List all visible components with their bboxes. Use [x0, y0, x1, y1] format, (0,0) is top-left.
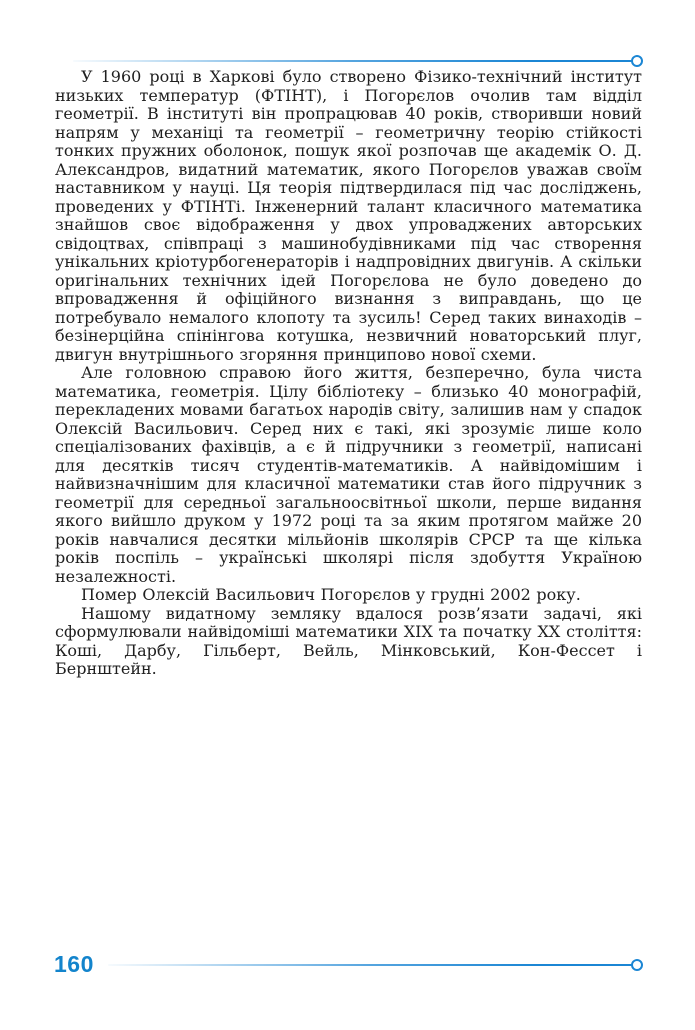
paragraph: Помер Олексій Васильович Погорєлов у грудні 2002 року.	[81, 585, 581, 604]
article-text	[55, 68, 642, 679]
rule-end-circle-icon	[631, 55, 643, 67]
bottom-rule	[108, 959, 643, 971]
paragraph: У 1960 році в Харкові було створено Фізико-технічний інститут низьких температур (ФТІНТ), і Погорєлов очолив там відділ геометрії. В інституті він пропрацював 40 років, створивши новий напрям у механіці та геометрії – геометричну теорію стійкості тонких пружних оболонок, пошук якої розпочав ще академік О. Д. Александров, видатний математик, якого Погорєлов уважав своїм наставником у науці. Ця теорія підтвердилася під час досліджень, проведених у ФТІНТі. Інженерний талант класичного математика знайшов своє відображення у двох упроваджених авторських свідоцтвах, співпраці з машинобудівниками під час створення унікальних кріотурбогенераторів і надпровідних двигунів. А скільки оригінальних технічних ідей Погорєлова не було доведено до впровадження й офіційного визнання з виправдань, що це потребувало немалого клопоту та зусиль! Серед таких винаходів – безінерційна спінінгова котушка, незвичний новаторський плуг, двигун внутрішнього згоряння принципово нової схеми.	[55, 67, 642, 364]
rule-end-circle-icon	[631, 959, 643, 971]
top-rule-line	[73, 60, 632, 62]
page-number: 160	[54, 951, 94, 977]
paragraph: Нашому видатному земляку вдалося розв’язати задачі, які сформулювали найвідоміші математики XIX та початку XX століття: Коші, Дарбу, Гільберт, Вейль, Мінковський, Кон-Фессет і Бернштейн.	[55, 603, 642, 678]
paragraph: Але головною справою його життя, безперечно, була чиста математика, геометрія. Цілу бібліотеку – близько 40 монографій, перекладених мовами багатьох народів світу, залишив нам у спадок Олексій Васильович. Серед них є такі, які зрозуміє лише коло спеціалізованих фахівців, а є й підручники з геометрії, написані для десятків тисяч студентів-математиків. А найвідомішим і найвизначнішим для класичної математики став його підручник з геометрії для середньої загальноосвітньої школи, перше видання якого вийшло друком у 1972 році та за яким протягом майже 20 років навчалися десятки мільйонів школярів СРСР та ще кілька років поспіль – українські школярі після здобуття Україною незалежності.	[55, 363, 642, 586]
bottom-rule-line	[108, 964, 632, 966]
top-rule	[73, 55, 643, 67]
